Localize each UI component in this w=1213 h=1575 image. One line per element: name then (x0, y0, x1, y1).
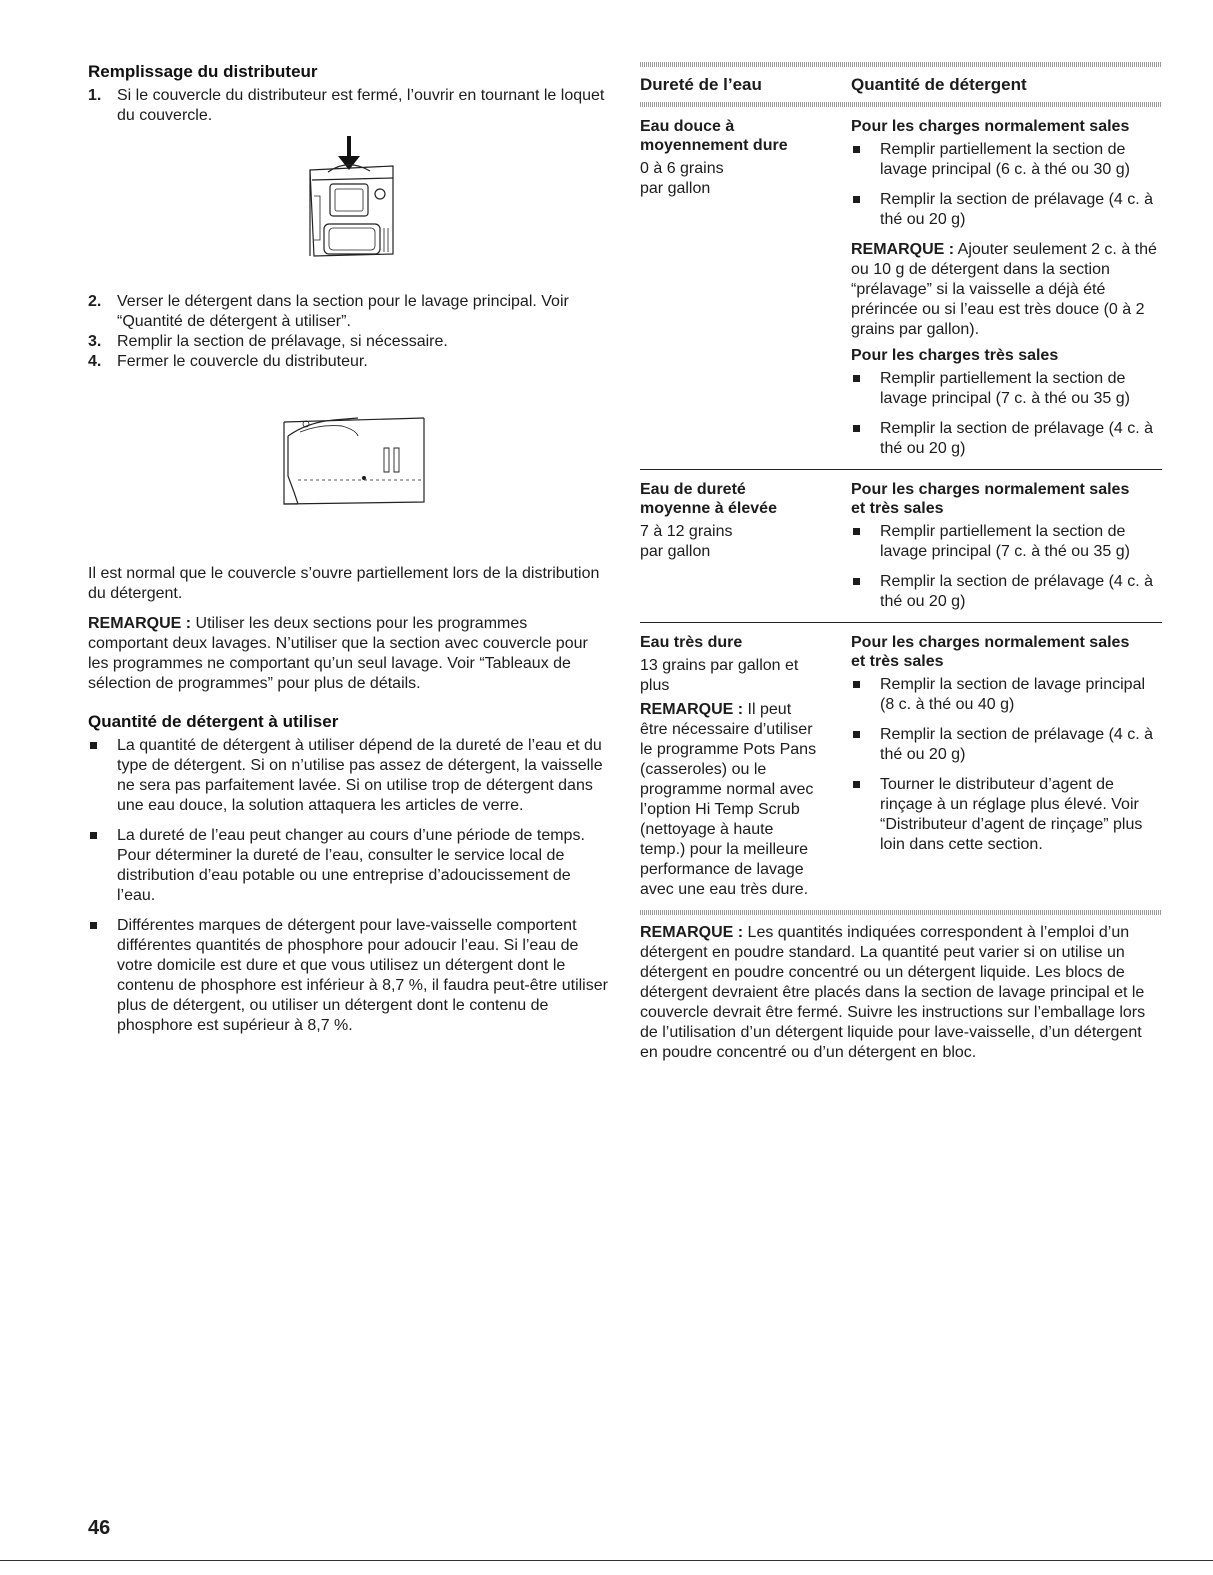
step-text: Verser le détergent dans la section pour le lavage principal. Voir “Quantité de détergent à utiliser”. (117, 293, 569, 330)
item-text: Remplir la section de prélavage (4 c. à thé ou 20 g) (880, 191, 1154, 228)
load-type: Pour les charges normalement sales (851, 118, 1130, 135)
list-item (851, 522, 1162, 562)
step-4 (88, 352, 608, 372)
square-bullet-icon (853, 781, 860, 788)
hardness-title: Eau très dure (640, 634, 743, 651)
dispenser-closed-illustration (88, 396, 608, 536)
note-text: Il peut être nécessaire d’utiliser le programme Pots Pans (casseroles) ou le programme normal avec l’option Hi Temp Scrub (nettoyage à haute temp.) pour la meilleure performance de lavage avec une eau très dure. (640, 701, 817, 898)
step-text: Si le couvercle du distributeur est fermé, l’ouvrir en tournant le loquet du couvercle. (117, 87, 605, 124)
step-number: 3. (88, 333, 102, 350)
table-row (640, 107, 1162, 469)
square-bullet-icon (853, 425, 860, 432)
load-type: Pour les charges normalement sales et très sales (851, 481, 1130, 517)
square-bullet-icon (853, 196, 860, 203)
step-1 (88, 86, 608, 126)
footer-rule (0, 1560, 1213, 1561)
amount-list (851, 369, 1162, 459)
bullet-item (88, 736, 608, 816)
hardness-cell (640, 117, 851, 459)
step-number: 4. (88, 353, 102, 370)
item-text: Remplir partiellement la section de lavage principal (7 c. à thé ou 35 g) (880, 370, 1130, 407)
square-bullet-icon (90, 832, 97, 839)
list-item (851, 775, 1162, 855)
bullet-text: La quantité de détergent à utiliser dépend de la dureté de l’eau et du type de détergent. Si on n’utilise pas assez de détergent, la vaisselle ne sera pas parfaitement lavée. Si on utilise trop de détergent dans une eau douce, la solution attaquera les articles de verre. (117, 737, 603, 814)
item-text: Remplir partiellement la section de lavage principal (7 c. à thé ou 35 g) (880, 523, 1130, 560)
page-number: 46 (88, 1517, 111, 1539)
note-text: Utiliser les deux sections pour les programmes comportant deux lavages. N’utiliser que la section avec couvercle pour les programmes ne comportant qu’un seul lavage. Voir “Tableaux de sélection de programmes” pour plus de détails. (88, 615, 588, 692)
step-text: Remplir la section de prélavage, si nécessaire. (117, 333, 448, 350)
table-row (640, 469, 1162, 622)
table-note (640, 700, 820, 900)
bottom-note (640, 923, 1162, 1063)
note-label: REMARQUE : (640, 924, 744, 941)
amount-cell (851, 117, 1162, 459)
hardness-title: Eau douce à moyennement dure (640, 118, 788, 154)
list-item (851, 369, 1162, 409)
dispenser-open-illustration (88, 136, 608, 276)
hardness-cell (640, 480, 851, 612)
step-2 (88, 292, 608, 332)
note-programmes (88, 614, 608, 694)
square-bullet-icon (853, 681, 860, 688)
load-type: Pour les charges très sales (851, 347, 1059, 364)
table-header (640, 67, 1162, 102)
amount-cell (851, 633, 1162, 900)
item-text: Remplir la section de prélavage (4 c. à thé ou 20 g) (880, 573, 1154, 610)
heading-quantite: Quantité de détergent à utiliser (88, 712, 339, 731)
load-type: Pour les charges normalement sales et très sales (851, 634, 1130, 670)
bullet-text: La dureté de l’eau peut changer au cours d’une période de temps. Pour déterminer la dureté de l’eau, consulter le service local de distribution d’eau potable ou une entreprise d’adoucissement de l’eau. (117, 827, 585, 904)
amount-cell (851, 480, 1162, 612)
square-bullet-icon (853, 146, 860, 153)
item-text: Remplir partiellement la section de lavage principal (6 c. à thé ou 30 g) (880, 141, 1130, 178)
right-column (640, 62, 1162, 1063)
note-text: Ajouter seulement 2 c. à thé ou 10 g de détergent dans la section “prélavage” si la vaisselle a déjà été prérincée ou si l’eau est très douce (0 à 2 grains par gallon). (851, 241, 1157, 338)
item-text: Remplir la section de prélavage (4 c. à thé ou 20 g) (880, 726, 1154, 763)
heading-remplissage: Remplissage du distributeur (88, 62, 318, 81)
list-item (851, 190, 1162, 230)
steps-list (88, 86, 608, 126)
hardness-desc: 7 à 12 grains par gallon (640, 523, 733, 560)
step-number: 2. (88, 293, 102, 310)
bullet-item (88, 916, 608, 1036)
note-label: REMARQUE : (88, 615, 192, 632)
hardness-cell (640, 633, 851, 900)
square-bullet-icon (853, 731, 860, 738)
item-text: Tourner le distributeur d’agent de rinçage à un réglage plus élevé. Voir “Distributeur d’agent de rinçage” plus loin dans cette section. (880, 776, 1143, 853)
list-item (851, 419, 1162, 459)
item-text: Remplir la section de lavage principal (8 c. à thé ou 40 g) (880, 676, 1146, 713)
note-label: REMARQUE : (851, 241, 955, 258)
amount-list (851, 522, 1162, 612)
para-couvercle: Il est normal que le couvercle s’ouvre partiellement lors de la distribution du détergent. (88, 565, 600, 602)
left-column (88, 62, 608, 1046)
bullet-item (88, 826, 608, 906)
note-label: REMARQUE : (640, 701, 744, 718)
bullet-text: Différentes marques de détergent pour lave-vaisselle comportent différentes quantités de phosphore pour adoucir l’eau. Si l’eau de votre domicile est dure et que vous utilisez un détergent dont le contenu de phosphore est inférieur à 8,7 %, il faudra peut-être utiliser plus de détergent, ou utiliser un détergent dont le contenu de phosphore est supérieur à 8,7 %. (117, 917, 608, 1034)
step-number: 1. (88, 87, 102, 104)
square-bullet-icon (853, 375, 860, 382)
step-text: Fermer le couvercle du distributeur. (117, 353, 368, 370)
square-bullet-icon (853, 528, 860, 535)
square-bullet-icon (853, 578, 860, 585)
hardness-title: Eau de dureté moyenne à élevée (640, 481, 777, 517)
item-text: Remplir la section de prélavage (4 c. à thé ou 20 g) (880, 420, 1154, 457)
list-item (851, 140, 1162, 180)
hardness-desc: 13 grains par gallon et plus (640, 657, 799, 694)
bullets-quantite (88, 736, 608, 1036)
table-note (851, 240, 1162, 340)
list-item (851, 675, 1162, 715)
square-bullet-icon (90, 742, 97, 749)
amount-list (851, 675, 1162, 855)
col-header-quantite: Quantité de détergent (851, 75, 1027, 94)
list-item (851, 725, 1162, 765)
table-bottom-rule (640, 910, 1162, 915)
hardness-desc: 0 à 6 grains par gallon (640, 160, 724, 197)
amount-list (851, 140, 1162, 230)
note-text: Les quantités indiquées correspondent à l’emploi d’un détergent en poudre standard. La quantité peut varier si on utilise un détergent en poudre concentré ou un détergent liquide. Les blocs de détergent devraient être placés dans la section de lavage principal et le couvercle devrait être fermé. Suivre les instructions sur l’emballage lors de l’utilisation d’un détergent liquide pour lave-vaisselle, d’un détergent en poudre concentré ou d’un détergent en bloc. (640, 924, 1146, 1061)
square-bullet-icon (90, 922, 97, 929)
list-item (851, 572, 1162, 612)
table-row (640, 622, 1162, 910)
col-header-durete: Dureté de l’eau (640, 75, 762, 94)
step-3 (88, 332, 608, 352)
steps-list-continued (88, 292, 608, 372)
